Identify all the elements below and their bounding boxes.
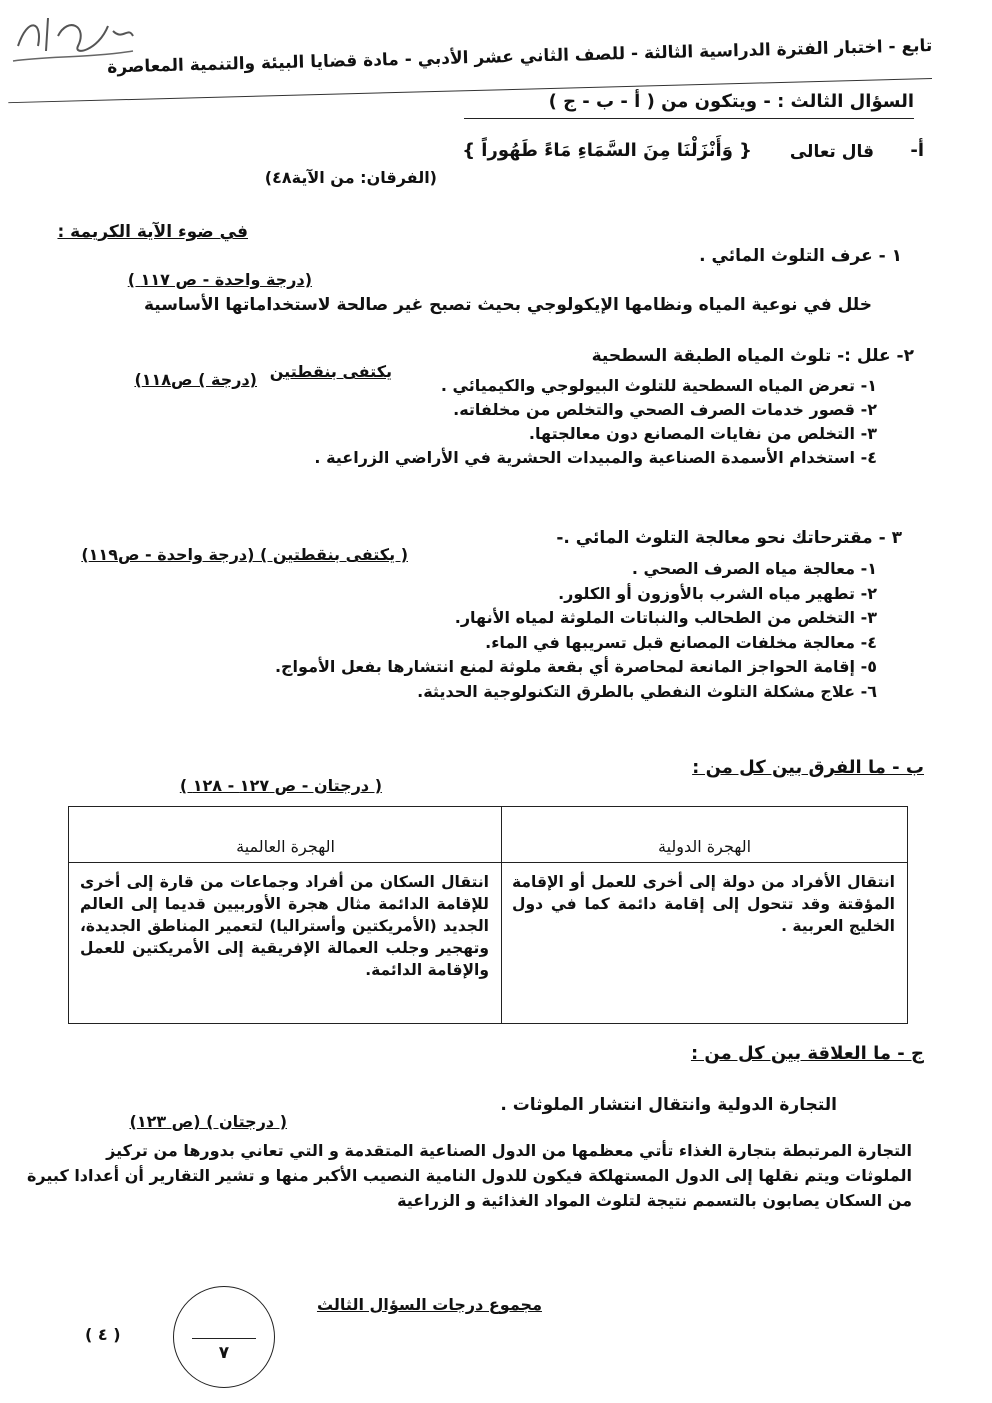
q3-mark: ( يكتفى بنقطتين ) (درجة واحدة - ص١١٩) xyxy=(81,545,408,564)
q2-text: ٢- علل :- تلوث المياه الطبقة السطحية xyxy=(591,346,914,366)
part-a-letter: أ- xyxy=(910,140,924,161)
answer-line: التجارة المرتبطة بتجارة الغذاء تأتي معظمها من الدول الصناعية المتقدمة و التي تعاني بدورها من تركيز xyxy=(106,1141,912,1160)
total-score: ٧ xyxy=(218,1343,230,1363)
list-item: ٤- استخدام الأسمدة الصناعية والمبيدات الحشرية في الأراضي الزراعية . xyxy=(314,448,877,467)
part-b-title: ب - ما الفرق بين كل من : xyxy=(692,757,924,778)
q1-answer: خلل في نوعية المياه ونظامها الإيكولوجي بحيث تصبح غير صالحة لاستخداماتها الأساسية xyxy=(143,295,872,315)
part-c-answer xyxy=(27,1138,912,1213)
score-divider xyxy=(192,1338,256,1339)
answer-line: الملوثات ويتم نقلها إلى الدول المستهلكة فيكون للدول النامية النصيب الأكبر منها و تشير التقارير أن أعدادا كبيرة xyxy=(26,1166,912,1185)
part-c-mark: ( درجتان ) (ص ١٢٣) xyxy=(129,1112,287,1131)
list-item: ٤- معالجة مخلفات المصانع قبل تسريبها في الماء. xyxy=(485,632,877,652)
list-item: ١- معالجة مياه الصرف الصحي . xyxy=(631,559,877,578)
list-item: ٣- التخلص من نفايات المصانع دون معالجتها. xyxy=(528,424,877,443)
q1-mark: (درجة واحدة - ص ١١٧ ) xyxy=(127,270,312,289)
list-item: ٢- تطهير مياه الشرب بالأوزون أو الكلور. xyxy=(558,583,877,603)
q3-list xyxy=(275,557,877,704)
part-a-lead: في ضوء الآية الكريمة : xyxy=(57,222,248,242)
question-title-underline xyxy=(464,118,914,119)
table-header-cell: الهجرة الدولية xyxy=(501,807,907,862)
table-header-row xyxy=(69,807,907,863)
q3-text: ٣ - مقترحاتك نحو معالجة التلوث المائي .- xyxy=(556,528,902,548)
q2-list xyxy=(314,374,877,470)
list-item: ١- تعرض المياه السطحية للتلوث البيولوجي والكيميائي . xyxy=(440,376,877,395)
table-row xyxy=(69,863,907,1023)
question-title: السؤال الثالث : - ويتكون من ( أ - ب - ج ) xyxy=(548,91,914,112)
table-cell: انتقال السكان من أفراد وجماعات من قارة إلى أخرى للإقامة الدائمة مثال هجرة الأوربيين قديما إلى العالم الجديد (الأمريكتين وأستراليا) لتعمير المناطق الجديدة، وتهجير وجلب العمالة الإفريقية إلى الأمريكتين للعمل والإقامة الدائمة. xyxy=(80,873,489,979)
score-circle xyxy=(173,1286,275,1388)
part-a-intro: قال تعالى xyxy=(789,142,874,162)
list-item: ٢- قصور خدمات الصرف الصحي والتخلص من مخلفاته. xyxy=(453,400,877,419)
table-cell: انتقال الأفراد من دولة إلى أخرى للعمل أو الإقامة المؤقتة وقد تتحول إلى إقامة دائمة كما في دول الخليج العربية . xyxy=(501,863,907,1023)
comparison-table xyxy=(68,806,908,1024)
part-c-subject: التجارة الدولية وانتقال انتشار الملوثات . xyxy=(500,1095,837,1115)
q2-enough: يكتفى بنقطتين xyxy=(269,362,392,381)
exam-header: تابع - اختبار الفترة الدراسية الثالثة - للصف الثاني عشر الأدبي - مادة قضايا البيئة والتنمية المعاصرة xyxy=(106,36,933,78)
list-item: ٥- إقامة الحواجز المانعة لمحاصرة أي بقعة ملوثة لمنع انتشارها بفعل الأمواج. xyxy=(274,657,877,676)
list-item: ٦- علاج مشكلة التلوث النفطي بالطرق التكنولوجية الحديثة. xyxy=(417,681,877,701)
table-header-cell: الهجرة العالمية xyxy=(236,837,335,856)
part-b-mark: ( درجتان - ص ١٢٧ - ١٢٨ ) xyxy=(179,776,382,795)
answer-line: من السكان يصابون بالتسمم نتيجة لتلوث المواد الغذائية و الزراعية xyxy=(397,1191,912,1210)
quran-verse: { وَأَنْزَلْنَا مِنَ السَّمَاءِ مَاءً طَهُوراً } xyxy=(462,140,752,161)
q1-text: ١ - عرف التلوث المائي . xyxy=(699,246,902,266)
page-number: ( ٤ ) xyxy=(85,1325,121,1344)
q2-mark: (درجة ) ص١١٨) xyxy=(134,370,257,389)
part-c-title: ج - ما العلاقة بين كل من : xyxy=(690,1043,924,1064)
list-item: ٣- التخلص من الطحالب والنباتات الملوثة لمياه الأنهار. xyxy=(454,608,877,627)
verse-source: (الفرقان: من الآية٤٨) xyxy=(264,168,437,187)
total-label: مجموع درجات السؤال الثالث xyxy=(316,1295,542,1314)
